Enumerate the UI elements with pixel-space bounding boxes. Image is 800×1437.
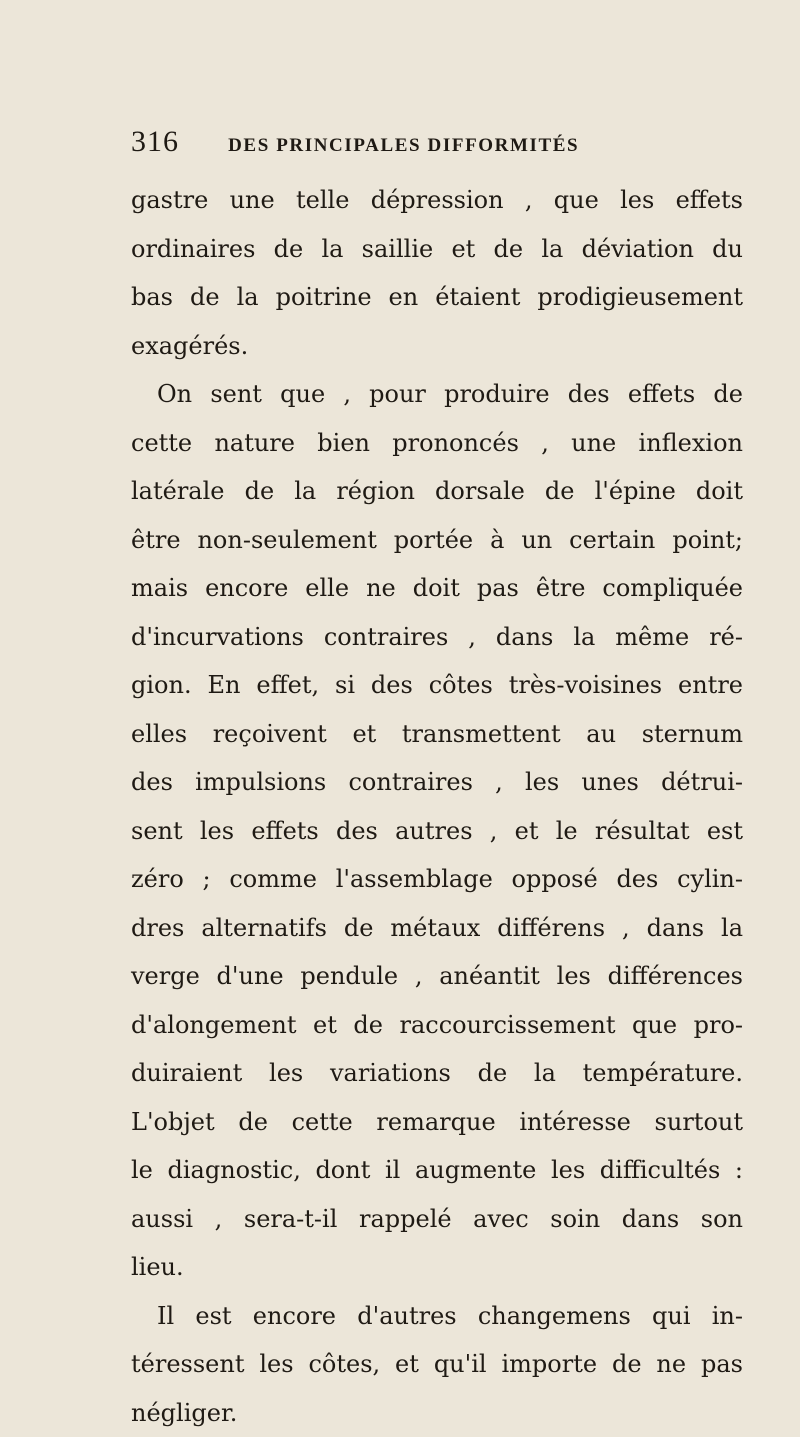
text-line: gion. En effet, si des côtes très-voisines entre — [131, 661, 743, 710]
text-line: être non-seulement portée à un certain point; — [131, 516, 743, 565]
text-line: latérale de la région dorsale de l'épine doit — [131, 467, 743, 516]
page-number: 316 — [131, 126, 223, 158]
text-line: Il est encore d'autres changemens qui in- — [131, 1292, 743, 1341]
text-line: gastre une telle dépression , que les effets — [131, 176, 743, 225]
running-head — [131, 126, 800, 176]
text-line: dres alternatifs de métaux différens , dans la — [131, 904, 743, 953]
text-line: négliger. — [131, 1389, 743, 1437]
text-line: sent les effets des autres , et le résultat est — [131, 807, 743, 856]
text-line: On sent que , pour produire des effets de — [131, 370, 743, 419]
text-line: d'alongement et de raccourcissement que pro- — [131, 1001, 743, 1050]
text-line: téressent les côtes, et qu'il importe de ne pas — [131, 1340, 743, 1389]
text-line: zéro ; comme l'assemblage opposé des cylin- — [131, 855, 743, 904]
text-line: duiraient les variations de la température. — [131, 1049, 743, 1098]
body-text — [131, 176, 743, 1437]
text-line: d'incurvations contraires , dans la même ré- — [131, 613, 743, 662]
text-line: bas de la poitrine en étaient prodigieusement — [131, 273, 743, 322]
text-line: elles reçoivent et transmettent au sternum — [131, 710, 743, 759]
text-line: le diagnostic, dont il augmente les difficultés : — [131, 1146, 743, 1195]
text-line: mais encore elle ne doit pas être compliquée — [131, 564, 743, 613]
running-title: DES PRINCIPALES DIFFORMITÉS — [228, 135, 579, 156]
text-line: cette nature bien prononcés , une inflexion — [131, 419, 743, 468]
text-line: aussi , sera-t-il rappelé avec soin dans son — [131, 1195, 743, 1244]
text-line: verge d'une pendule , anéantit les différences — [131, 952, 743, 1001]
text-line: ordinaires de la saillie et de la déviation du — [131, 225, 743, 274]
text-line: des impulsions contraires , les unes détrui- — [131, 758, 743, 807]
text-line: exagérés. — [131, 322, 743, 371]
text-line: L'objet de cette remarque intéresse surtout — [131, 1098, 743, 1147]
text-line: lieu. — [131, 1243, 743, 1292]
